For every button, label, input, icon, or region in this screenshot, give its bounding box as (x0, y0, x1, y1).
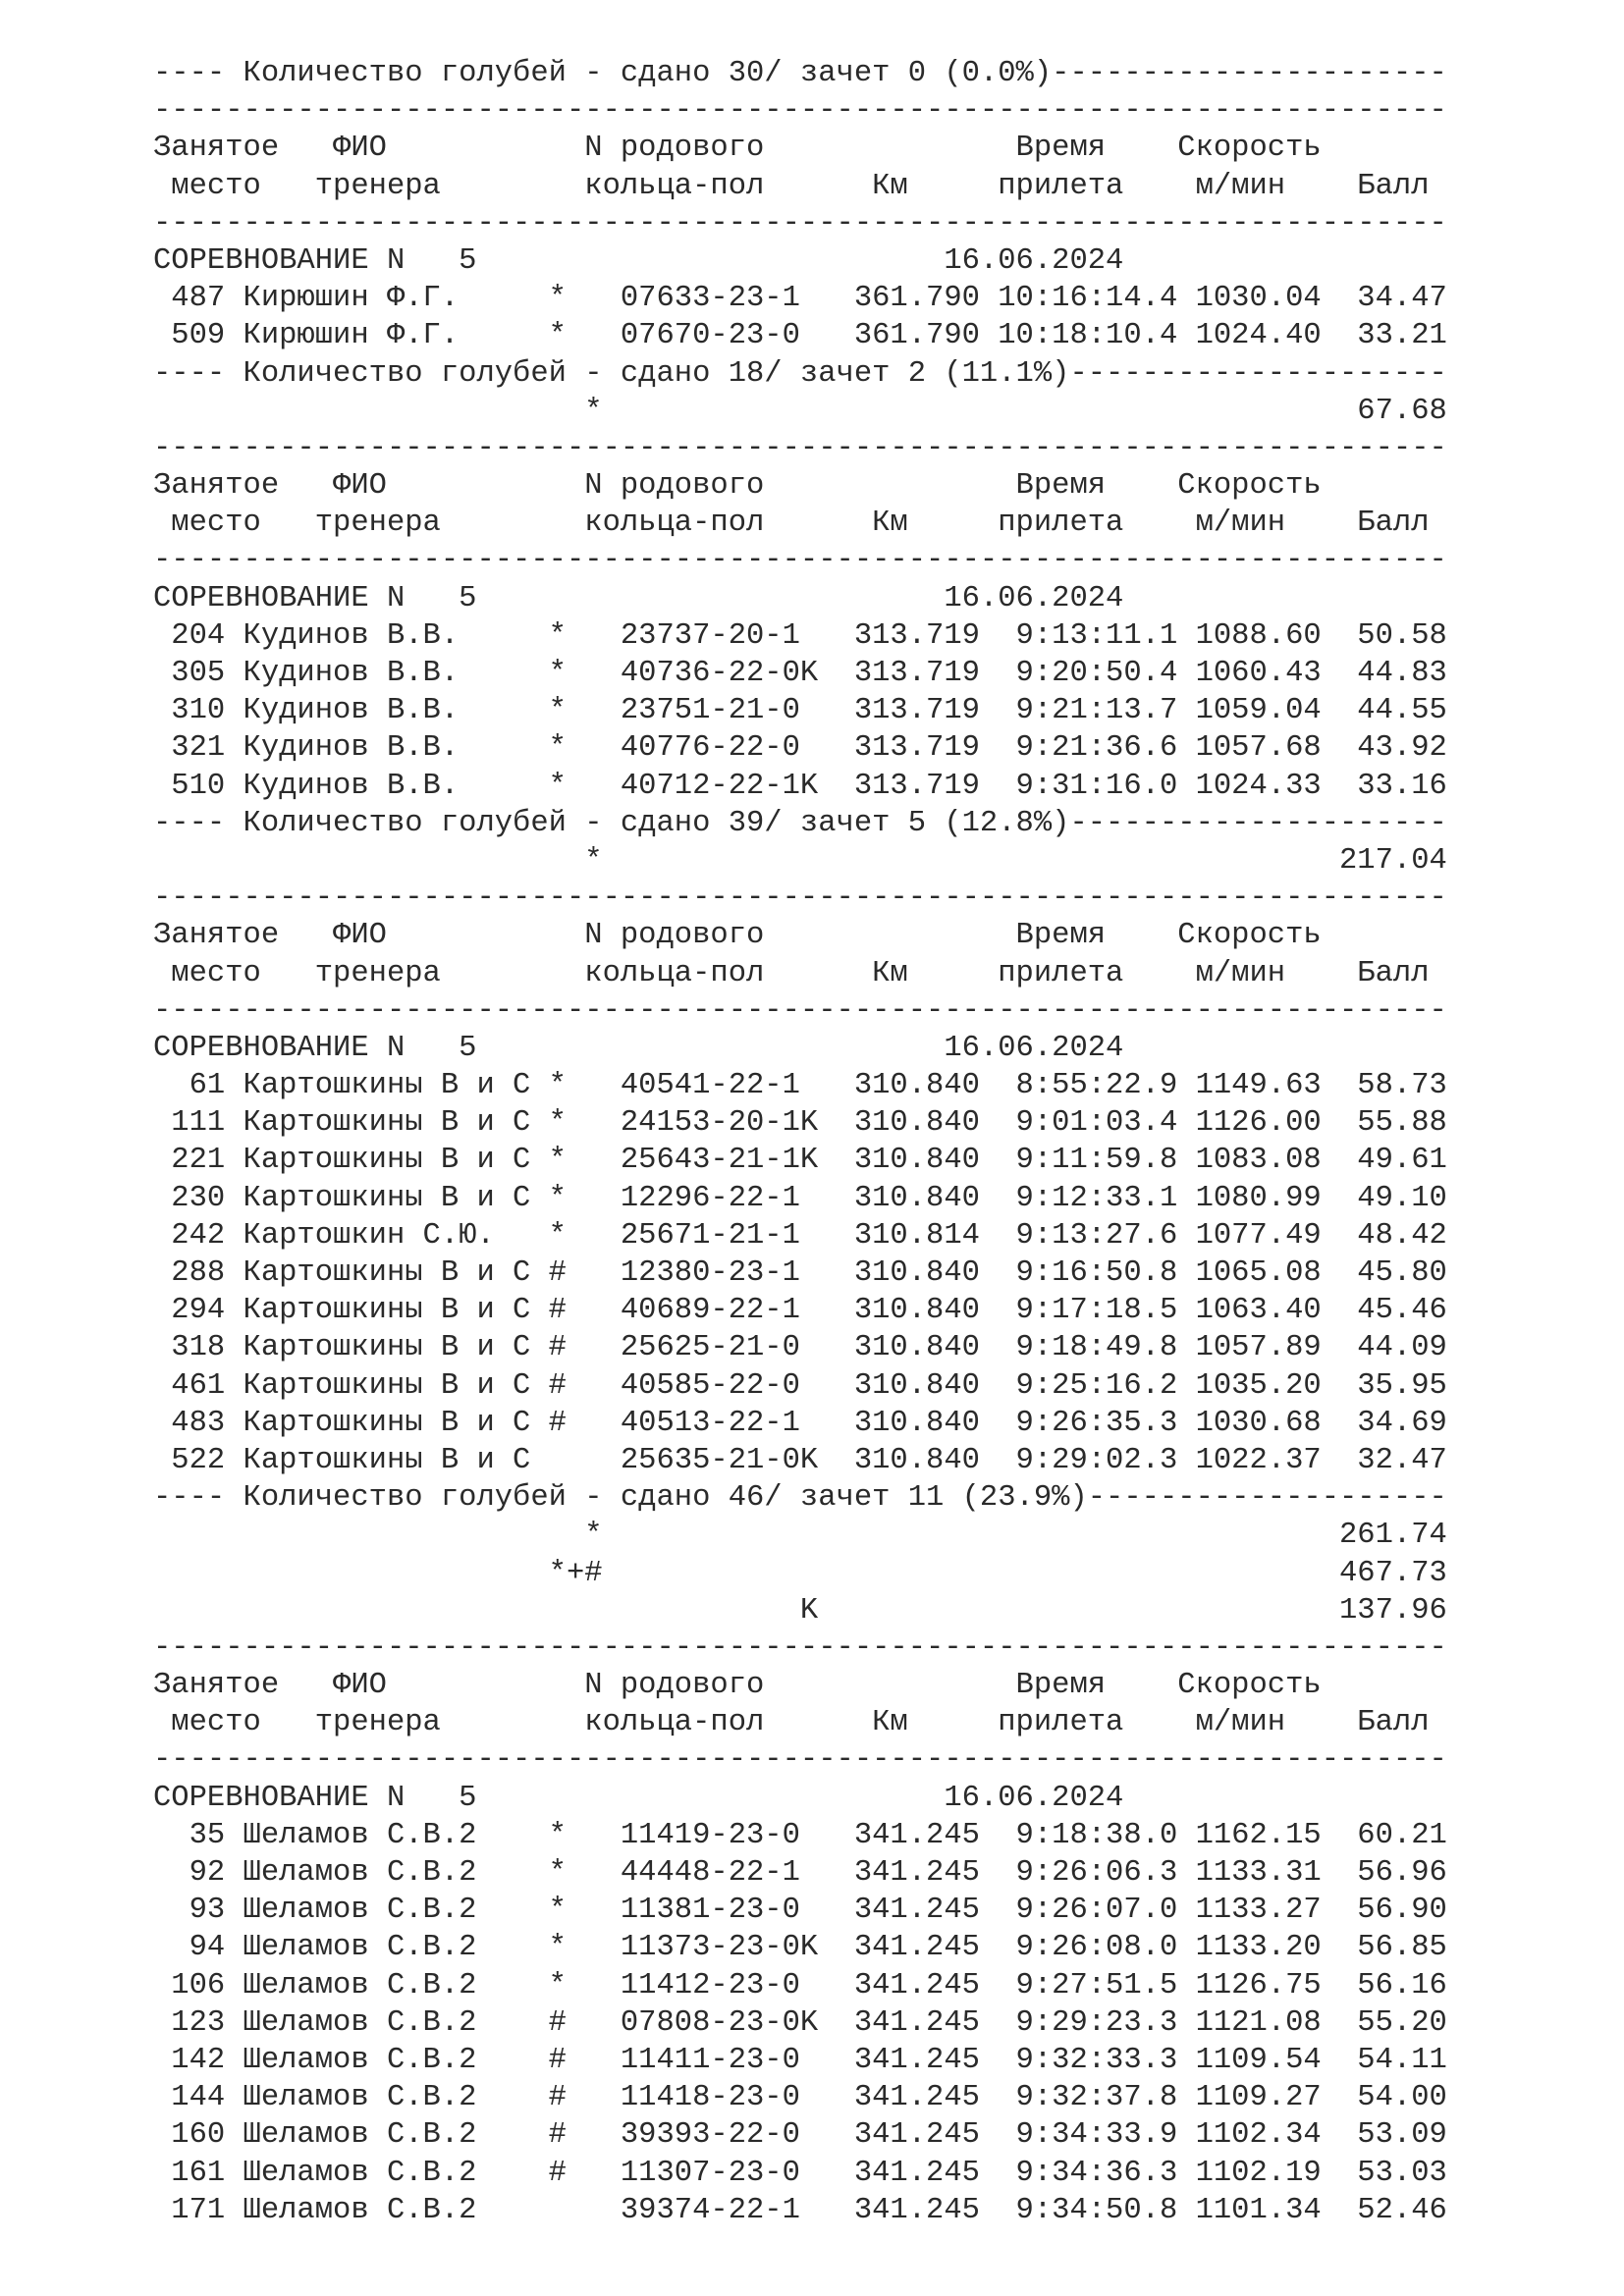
result-row: 294 Картошкины В и С # 40689-22-1 310.840 9:17:18.5 1063.40 45.46 (153, 1294, 1447, 1328)
separator-line: ------------------------------------------------------------------------ (153, 544, 1447, 578)
separator-line: ------------------------------------------------------------------------ (153, 993, 1447, 1028)
result-row: 305 Кудинов В.В. * 40736-22-0K 313.719 9:20:50.4 1060.43 44.83 (153, 657, 1447, 690)
separator-line: ------------------------------------------------------------------------ (153, 881, 1447, 916)
total-line: * 261.74 (153, 1519, 1447, 1553)
results-printout (153, 55, 1447, 2229)
column-header: место тренера кольца-пол Км прилета м/мин Балл (153, 956, 1430, 990)
result-row: 160 Шеламов С.В.2 # 39393-22-0 341.245 9:34:33.9 1102.34 53.09 (153, 2118, 1447, 2153)
column-header: Занятое ФИО N родового Время Скорость (153, 919, 1322, 953)
column-header: место тренера кольца-пол Км прилета м/мин Балл (153, 169, 1430, 203)
competition-title: СОРЕВНОВАНИЕ N 5 16.06.2024 (153, 243, 1124, 278)
result-row: 510 Кудинов В.В. * 40712-22-1K 313.719 9:31:16.0 1024.33 33.16 (153, 769, 1447, 803)
summary-line: ---- Количество голубей - сдано 46/ зачет 11 (23.9%)-------------------- (153, 1481, 1447, 1516)
total-line: K 137.96 (153, 1593, 1447, 1628)
result-row: 171 Шеламов С.В.2 39374-22-1 341.245 9:34:50.8 1101.34 52.46 (153, 2193, 1447, 2227)
result-row: 93 Шеламов С.В.2 * 11381-23-0 341.245 9:26:07.0 1133.27 56.90 (153, 1894, 1447, 1928)
competition-title: СОРЕВНОВАНИЕ N 5 16.06.2024 (153, 1781, 1124, 1815)
result-row: 242 Картошкин С.Ю. * 25671-21-1 310.814 9:13:27.6 1077.49 48.42 (153, 1218, 1447, 1253)
column-header: Занятое ФИО N родового Время Скорость (153, 1669, 1322, 1703)
result-row: 318 Картошкины В и С # 25625-21-0 310.840 9:18:49.8 1057.89 44.09 (153, 1331, 1447, 1365)
result-row: 509 Кирюшин Ф.Г. * 07670-23-0 361.790 10:18:10.4 1024.40 33.21 (153, 319, 1447, 353)
result-row: 483 Картошкины В и С # 40513-22-1 310.840 9:26:35.3 1030.68 34.69 (153, 1406, 1447, 1440)
result-row: 61 Картошкины В и С * 40541-22-1 310.840 8:55:22.9 1149.63 58.73 (153, 1069, 1447, 1103)
total-line: * 217.04 (153, 843, 1447, 878)
column-header: место тренера кольца-пол Км прилета м/мин Балл (153, 507, 1430, 541)
result-row: 288 Картошкины В и С # 12380-23-1 310.840 9:16:50.8 1065.08 45.80 (153, 1256, 1447, 1290)
result-row: 144 Шеламов С.В.2 # 11418-23-0 341.245 9:32:37.8 1109.27 54.00 (153, 2081, 1447, 2115)
separator-line: ------------------------------------------------------------------------ (153, 431, 1447, 465)
summary-line: ---- Количество голубей - сдано 18/ зачет 2 (11.1%)--------------------- (153, 356, 1447, 391)
summary-line: ---- Количество голубей - сдано 30/ зачет 0 (0.0%)---------------------- (153, 57, 1447, 90)
separator-line: ------------------------------------------------------------------------ (153, 1743, 1447, 1778)
result-row: 94 Шеламов С.В.2 * 11373-23-0K 341.245 9:26:08.0 1133.20 56.85 (153, 1931, 1447, 1965)
result-row: 204 Кудинов В.В. * 23737-20-1 313.719 9:13:11.1 1088.60 50.58 (153, 618, 1447, 653)
column-header: Занятое ФИО N родового Время Скорость (153, 469, 1322, 504)
separator-line: ------------------------------------------------------------------------ (153, 1630, 1447, 1665)
summary-line: ---- Количество голубей - сдано 39/ зачет 5 (12.8%)--------------------- (153, 806, 1447, 840)
result-row: 92 Шеламов С.В.2 * 44448-22-1 341.245 9:26:06.3 1133.31 56.96 (153, 1856, 1447, 1890)
result-row: 321 Кудинов В.В. * 40776-22-0 313.719 9:21:36.6 1057.68 43.92 (153, 731, 1447, 766)
result-row: 106 Шеламов С.В.2 * 11412-23-0 341.245 9:27:51.5 1126.75 56.16 (153, 1968, 1447, 2002)
result-row: 35 Шеламов С.В.2 * 11419-23-0 341.245 9:18:38.0 1162.15 60.21 (153, 1818, 1447, 1852)
result-row: 487 Кирюшин Ф.Г. * 07633-23-1 361.790 10:16:14.4 1030.04 34.47 (153, 282, 1447, 316)
result-row: 461 Картошкины В и С # 40585-22-0 310.840 9:25:16.2 1035.20 35.95 (153, 1368, 1447, 1403)
competition-title: СОРЕВНОВАНИЕ N 5 16.06.2024 (153, 581, 1124, 615)
result-row: 123 Шеламов С.В.2 # 07808-23-0K 341.245 9:29:23.3 1121.08 55.20 (153, 2005, 1447, 2040)
separator-line: ------------------------------------------------------------------------ (153, 94, 1447, 129)
result-row: 111 Картошкины В и С * 24153-20-1K 310.840 9:01:03.4 1126.00 55.88 (153, 1106, 1447, 1141)
column-header: Занятое ФИО N родового Время Скорость (153, 132, 1322, 166)
separator-line: ------------------------------------------------------------------------ (153, 206, 1447, 240)
total-line: *+# 467.73 (153, 1556, 1447, 1590)
result-row: 230 Картошкины В и С * 12296-22-1 310.840 9:12:33.1 1080.99 49.10 (153, 1181, 1447, 1215)
result-row: 310 Кудинов В.В. * 23751-21-0 313.719 9:21:13.7 1059.04 44.55 (153, 694, 1447, 728)
result-row: 221 Картошкины В и С * 25643-21-1K 310.840 9:11:59.8 1083.08 49.61 (153, 1144, 1447, 1178)
result-row: 161 Шеламов С.В.2 # 11307-23-0 341.245 9:34:36.3 1102.19 53.03 (153, 2156, 1447, 2190)
result-row: 522 Картошкины В и С 25635-21-0K 310.840 9:29:02.3 1022.37 32.47 (153, 1443, 1447, 1477)
competition-title: СОРЕВНОВАНИЕ N 5 16.06.2024 (153, 1031, 1124, 1065)
total-line: * 67.68 (153, 394, 1447, 428)
column-header: место тренера кольца-пол Км прилета м/мин Балл (153, 1706, 1430, 1740)
result-row: 142 Шеламов С.В.2 # 11411-23-0 341.245 9:32:33.3 1109.54 54.11 (153, 2043, 1447, 2077)
